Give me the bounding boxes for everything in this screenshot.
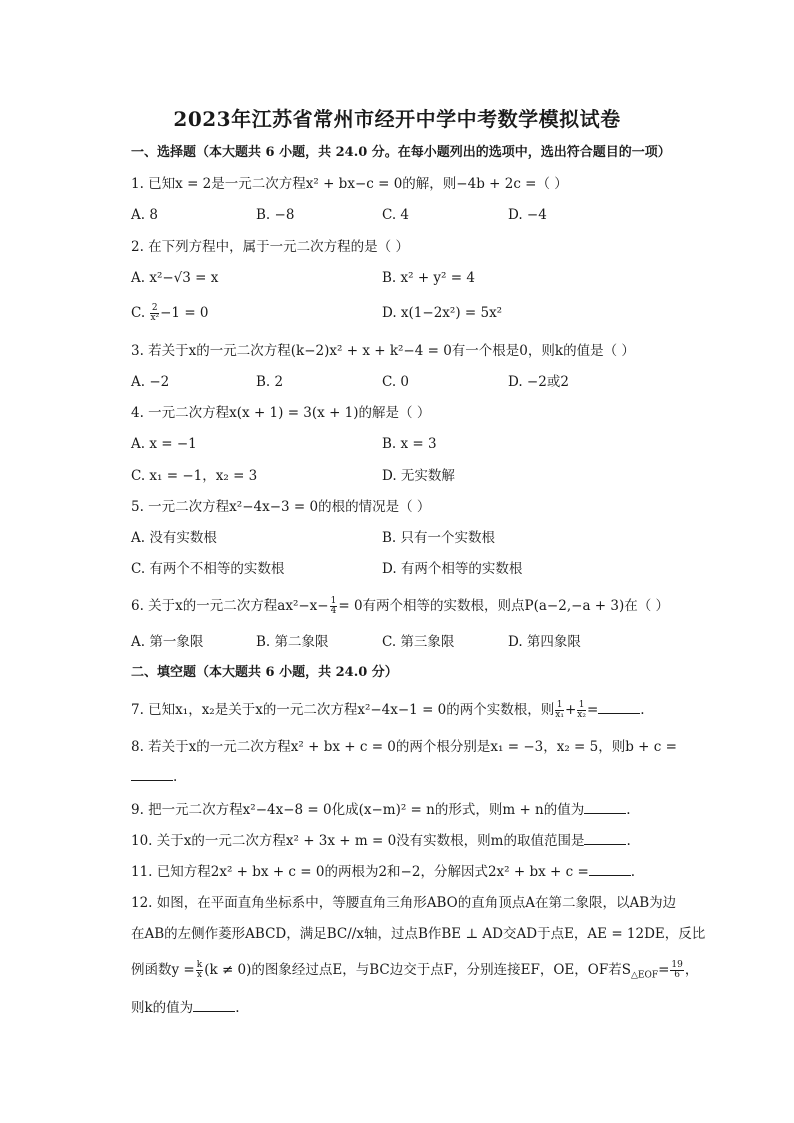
q6-fraction <box>330 597 338 616</box>
question-4-stem: 4. 一元二次方程x(x + 1) = 3(x + 1)的解是（ ） <box>131 405 431 421</box>
q7-plus: + <box>564 702 577 718</box>
fraction-numerator: 1 <box>330 596 337 606</box>
answer-blank <box>598 701 640 714</box>
q12-period: . <box>235 1000 240 1016</box>
q3-option-b: B. 2 <box>256 374 284 390</box>
fraction-numerator: 1 <box>556 700 563 710</box>
q9-stem-text: 9. 把一元二次方程x²−4x−8 = 0化成(x−m)² = n的形式，则m + n的值为 <box>131 802 585 818</box>
q3-option-d: D. −2或2 <box>508 374 569 390</box>
q12-line3-middle: (k ≠ 0)的图象经过点E，与BC边交于点F，分别连接EF，OE，OF若S <box>204 962 631 978</box>
q12-area-subscript: △EOF <box>630 970 659 981</box>
q2-option-c-rest: −1 = 0 <box>160 305 209 321</box>
fraction-denominator: 4 <box>330 606 337 616</box>
q4-option-a: A. x = −1 <box>131 436 197 452</box>
question-12-line-1: 12. 如图，在平面直角坐标系中，等腰直角三角形ABO的直角顶点A在第二象限，以AB为边 <box>131 895 677 911</box>
question-12-line-2: 在AB的左侧作菱形ABCD，满足BC//x轴，过点B作BE ⊥ AD交AD于点E，AE = 12DE，反比 <box>131 926 706 942</box>
question-10-stem <box>131 831 631 851</box>
q4-option-c: C. x₁ = −1，x₂ = 3 <box>131 468 258 484</box>
q7-fraction-2 <box>577 701 586 720</box>
q7-stem-start: 7. 已知x₁，x₂是关于x的一元二次方程x²−4x−1 = 0的两个实数根，则 <box>131 702 555 718</box>
q5-option-b: B. 只有一个实数根 <box>382 530 496 546</box>
q11-stem-text: 11. 已知方程2x² + bx + c = 0的两根为2和−2，分解因式2x² + bx + c = <box>131 864 589 880</box>
fraction-denominator: x² <box>150 313 160 323</box>
q10-stem-text: 10. 关于x的一元二次方程x² + 3x + m = 0没有实数根，则m的取值范围是 <box>131 833 585 849</box>
fraction-denominator: 6 <box>674 970 680 980</box>
question-5-stem: 5. 一元二次方程x²−4x−3 = 0的根的情况是（ ） <box>131 499 431 515</box>
fraction-numerator: k <box>196 960 203 970</box>
q10-period: . <box>626 833 631 849</box>
fraction-denominator: x <box>196 970 202 980</box>
question-11-stem <box>131 862 635 882</box>
q11-period: . <box>630 864 636 880</box>
section-choice-heading: 一、选择题（本大题共 6 小题，共 24.0 分。在每小题列出的选项中，选出符合题目的一项） <box>131 145 671 160</box>
fraction-denominator: x₂ <box>577 710 586 720</box>
q4-option-d: D. 无实数解 <box>382 468 455 484</box>
answer-blank <box>584 832 626 845</box>
q1-option-a: A. 8 <box>131 207 158 223</box>
q2-option-d: D. x(1−2x²) = 5x² <box>382 305 503 321</box>
q5-option-c: C. 有两个不相等的实数根 <box>131 561 285 577</box>
question-12-line-4 <box>131 998 239 1018</box>
answer-blank <box>193 999 235 1012</box>
q6-option-d: D. 第四象限 <box>508 634 581 650</box>
q5-option-d: D. 有两个相等的实数根 <box>382 561 523 577</box>
question-8-stem: 8. 若关于x的一元二次方程x² + bx + c = 0的两个根分别是x₁ = −3，x₂ = 5，则b + c = <box>131 739 677 755</box>
question-3-stem: 3. 若关于x的一元二次方程(k−2)x² + x + k²−4 = 0有一个根是0，则k的值是（ ） <box>131 343 635 359</box>
question-9-stem <box>131 800 631 820</box>
q6-option-a: A. 第一象限 <box>131 634 204 650</box>
question-7-stem <box>131 700 645 720</box>
answer-blank <box>131 768 173 781</box>
q12-line3-start: 例函数y = <box>131 962 195 978</box>
q1-option-c: C. 4 <box>382 207 410 223</box>
q2-option-b: B. x² + y² = 4 <box>382 270 475 286</box>
fraction-numerator: 1 <box>578 700 585 710</box>
q6-stem-start: 6. 关于x的一元二次方程ax²−x− <box>131 598 329 614</box>
q2-option-c <box>131 303 209 323</box>
q12-equals: = <box>658 962 670 978</box>
q2-option-c-letter: C. <box>131 305 146 321</box>
fraction-denominator: x₁ <box>555 710 564 720</box>
q9-period: . <box>626 802 631 818</box>
q8-period: . <box>173 769 178 785</box>
fraction-numerator: 19 <box>671 960 683 970</box>
q12-line3-end: ， <box>684 962 699 978</box>
q1-option-b: B. −8 <box>256 207 295 223</box>
q2-option-a: A. x²−√3 = x <box>131 270 219 286</box>
question-12-line-3 <box>131 960 698 986</box>
question-8-answer-line <box>131 767 177 787</box>
q12-fraction-k-over-x <box>196 961 203 980</box>
q4-option-b: B. x = 3 <box>382 436 437 452</box>
q12-fraction-area <box>670 961 683 980</box>
question-1-stem: 1. 已知x = 2是一元二次方程x² + bx−c = 0的解，则−4b + 2c =（ ） <box>131 176 568 192</box>
q6-option-c: C. 第三象限 <box>382 634 455 650</box>
q3-option-a: A. −2 <box>131 374 170 390</box>
fraction-numerator: 2 <box>151 303 158 313</box>
q1-option-d: D. −4 <box>508 207 547 223</box>
q7-equals: = <box>586 702 599 718</box>
q7-fraction-1 <box>555 701 564 720</box>
q7-period: . <box>640 702 645 718</box>
question-2-stem: 2. 在下列方程中，属于一元二次方程的是（ ） <box>131 239 409 255</box>
q6-option-b: B. 第二象限 <box>256 634 329 650</box>
q5-option-a: A. 没有实数根 <box>131 530 217 546</box>
answer-blank <box>584 801 626 814</box>
q6-stem-end: = 0有两个相等的实数根，则点P(a−2,−a + 3)在（ ） <box>338 598 670 614</box>
section-fill-heading: 二、填空题（本大题共 6 小题，共 24.0 分） <box>131 665 398 680</box>
page-title: 2023年江苏省常州市经开中学中考数学模拟试卷 <box>173 107 621 131</box>
q2-option-c-fraction <box>150 304 159 323</box>
question-6-stem <box>131 596 669 616</box>
answer-blank <box>589 863 631 876</box>
q12-line4-text: 则k的值为 <box>131 1000 194 1016</box>
q3-option-c: C. 0 <box>382 374 410 390</box>
